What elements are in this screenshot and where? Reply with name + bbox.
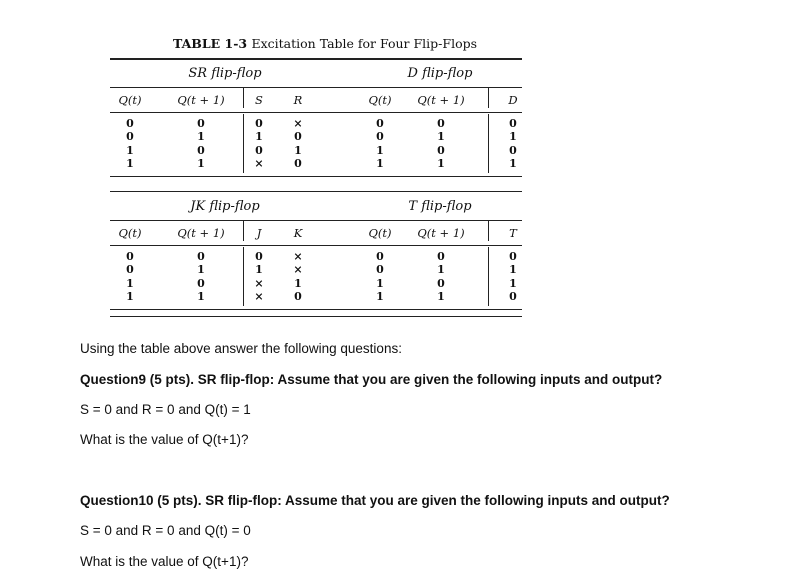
d-cell: 1 — [437, 130, 445, 144]
questions-intro: Using the table above answer the following questions: — [80, 341, 402, 356]
t-cell: 0 — [376, 250, 384, 263]
jk-cell: 1 — [126, 289, 134, 303]
t-flipflop-name: T flip-flop — [408, 199, 472, 214]
t-body-divider — [488, 247, 489, 306]
jk-cell: × — [293, 250, 303, 263]
jk-cell: 1 — [197, 289, 205, 303]
question9-given: S = 0 and R = 0 and Q(t) = 1 — [80, 402, 251, 417]
t-cell: 0 — [509, 289, 517, 303]
sr-cell: 0 — [126, 130, 134, 144]
sr-header-divider — [243, 88, 244, 108]
jk-cell: 1 — [255, 263, 263, 277]
t-header-divider — [488, 221, 489, 241]
jk-header-1: Q(t + 1) — [177, 226, 225, 240]
sr-header-2: S — [255, 93, 263, 107]
question9-title: Question9 (5 pts). SR flip-flop: Assume that you are given the following inputs and output? — [80, 372, 663, 387]
jk-flipflop-name: JK flip-flop — [190, 199, 260, 214]
table-title — [0, 36, 650, 51]
jk-cell: 1 — [197, 263, 205, 277]
d-cell: 1 — [376, 156, 384, 170]
sr-cell: 0 — [255, 143, 263, 157]
table-rule — [110, 245, 522, 246]
table-rule — [110, 220, 522, 221]
jk-cell: 0 — [197, 276, 205, 290]
t-cell: 1 — [509, 263, 517, 277]
d-cell: 1 — [509, 130, 517, 144]
sr-flipflop-name: SR flip-flop — [188, 66, 262, 81]
t-header-1: Q(t + 1) — [417, 226, 465, 240]
jk-cell: × — [293, 263, 303, 277]
sr-cell: × — [254, 156, 264, 170]
sr-cell: 1 — [197, 156, 205, 170]
jk-cell: 0 — [294, 289, 302, 303]
d-cell: 0 — [437, 143, 445, 157]
d-body-divider — [488, 114, 489, 173]
sr-cell: 0 — [197, 117, 205, 130]
sr-body-divider — [243, 114, 244, 173]
jk-cell: 0 — [197, 250, 205, 263]
table-rule — [110, 176, 522, 177]
sr-cell: 0 — [126, 117, 134, 130]
sr-cell: 0 — [255, 117, 263, 130]
t-cell: 0 — [509, 250, 517, 263]
sr-cell: 0 — [294, 130, 302, 144]
t-cell: 0 — [437, 276, 445, 290]
d-cell: 1 — [509, 156, 517, 170]
sr-cell: 1 — [126, 156, 134, 170]
question9-ask: What is the value of Q(t+1)? — [80, 432, 249, 447]
sr-cell: × — [293, 117, 303, 130]
table-rule — [110, 309, 522, 310]
jk-cell: 0 — [126, 250, 134, 263]
table-rule — [110, 112, 522, 113]
d-cell: 1 — [376, 143, 384, 157]
table-rule — [110, 58, 522, 60]
table-title-text: Excitation Table for Four Flip-Flops — [251, 36, 478, 51]
sr-cell: 1 — [294, 143, 302, 157]
jk-header-divider — [243, 221, 244, 241]
jk-header-0: Q(t) — [118, 226, 142, 240]
jk-cell: 0 — [255, 250, 263, 263]
d-header-2: D — [508, 93, 518, 107]
jk-cell: 1 — [294, 276, 302, 290]
t-header-0: Q(t) — [368, 226, 392, 240]
jk-cell: × — [254, 276, 264, 290]
jk-header-3: K — [293, 226, 303, 240]
sr-header-3: R — [293, 93, 303, 107]
question10-ask: What is the value of Q(t+1)? — [80, 554, 249, 569]
jk-cell: 1 — [126, 276, 134, 290]
jk-cell: 0 — [126, 263, 134, 277]
t-cell: 1 — [509, 276, 517, 290]
t-cell: 1 — [376, 289, 384, 303]
sr-cell: 1 — [255, 130, 263, 144]
d-header-1: Q(t + 1) — [417, 93, 465, 107]
d-cell: 0 — [376, 117, 384, 130]
t-cell: 1 — [376, 276, 384, 290]
t-cell: 0 — [376, 263, 384, 277]
sr-header-0: Q(t) — [118, 93, 142, 107]
d-cell: 0 — [437, 117, 445, 130]
d-header-0: Q(t) — [368, 93, 392, 107]
table-rule — [110, 316, 522, 317]
d-cell: 0 — [509, 143, 517, 157]
d-flipflop-name: D flip-flop — [407, 66, 473, 81]
table-title-prefix: TABLE 1-3 — [172, 36, 248, 51]
sr-cell: 0 — [197, 143, 205, 157]
jk-cell: × — [254, 289, 264, 303]
d-cell: 1 — [437, 156, 445, 170]
t-header-2: T — [509, 226, 517, 240]
sr-cell: 1 — [197, 130, 205, 144]
sr-header-1: Q(t + 1) — [177, 93, 225, 107]
t-cell: 1 — [437, 289, 445, 303]
sr-cell: 1 — [126, 143, 134, 157]
question10-given: S = 0 and R = 0 and Q(t) = 0 — [80, 523, 251, 538]
table-rule — [110, 191, 522, 192]
d-cell: 0 — [376, 130, 384, 144]
jk-header-2: J — [256, 226, 262, 240]
question10-title: Question10 (5 pts). SR flip-flop: Assume that you are given the following inputs and output? — [80, 493, 670, 508]
d-cell: 0 — [509, 117, 517, 130]
t-cell: 0 — [437, 250, 445, 263]
jk-body-divider — [243, 247, 244, 306]
sr-cell: 0 — [294, 156, 302, 170]
d-header-divider — [488, 88, 489, 108]
table-rule — [110, 87, 522, 88]
t-cell: 1 — [437, 263, 445, 277]
